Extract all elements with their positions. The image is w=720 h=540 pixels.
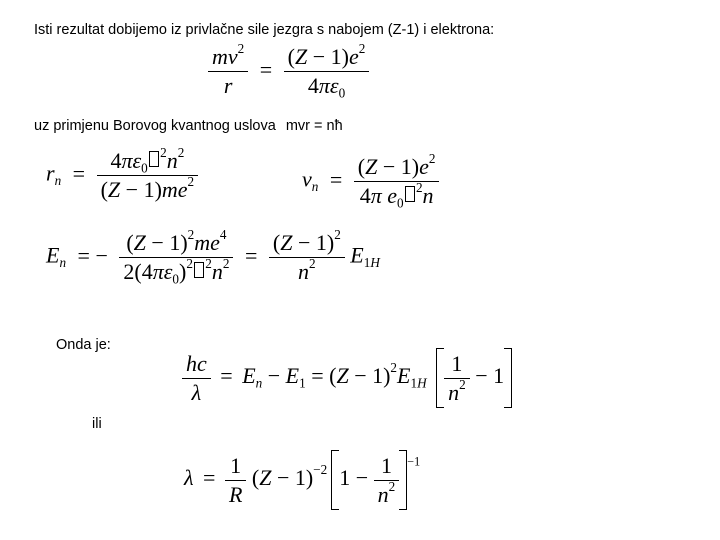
intro-text: Isti rezultat dobijemo iz privlačne sile jezgra s nabojem (Z-1) i elektrona: [34, 22, 495, 38]
photon-energy-equation: $\frac{hc}{\lambda}$ = $E_n - E_1 = (Z - 1)^2E_{1H}$ $\frac{1}{n^2}$ − 1 [182, 348, 512, 408]
radius-equation: $r_n$ = $\frac{4\pi\varepsilon_0^2n^2}{(Z - 1)me^2}$ [46, 150, 198, 201]
bohr-text: uz primjenu Borovog kvantnog uslova [34, 118, 276, 134]
energy-equation: $E_n$ = − $\frac{(Z - 1)^2me^4}{2(4\pi\varepsilon_0)^2 ^2n^2}$ = $\frac{(Z - 1)^2}{n^2}$ $E_{1H}$ [46, 226, 380, 287]
wavelength-equation: λ = $\frac{1}{R}$ $(Z - 1)^{-2}$ 1 − $\frac{1}{n^2}$ $^{-1}$ [184, 450, 420, 510]
ili-label: ili [92, 416, 102, 432]
bohr-condition: mvr = nħ [285, 118, 343, 134]
force-balance-equation: $\frac{mv^2}{r}$ = $\frac{(Z - 1)e^2}{4\pi\varepsilon_0}$ [208, 46, 369, 97]
velocity-equation: $\nu_n$ = $\frac{(Z - 1)e^2}{4\pi e_0^2n}$ [302, 156, 439, 207]
bohr-condition-text [34, 118, 343, 134]
onda-label: Onda je: [56, 337, 111, 353]
